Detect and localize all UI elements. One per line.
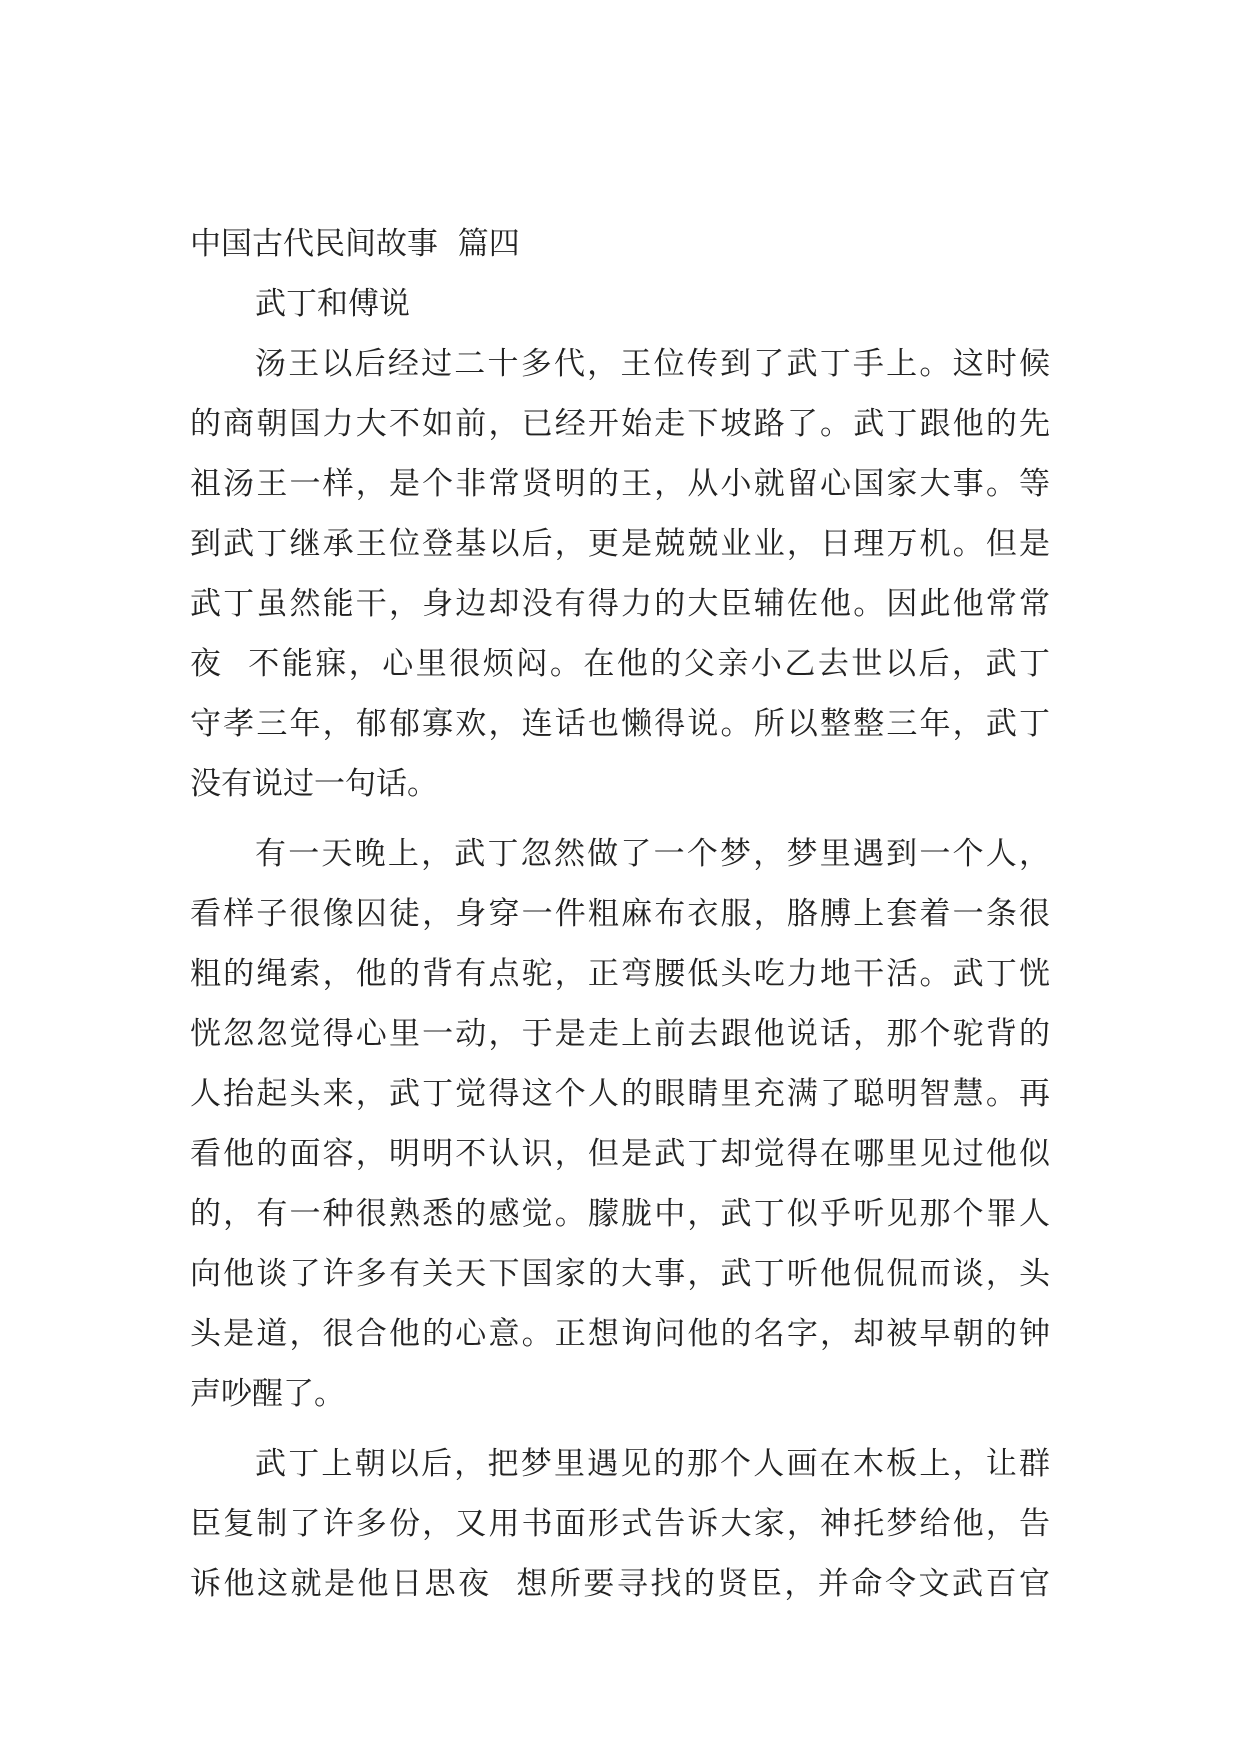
paragraph-line: 到武丁继承王位登基以后，更是兢兢业业，日理万机。但是 — [190, 526, 1050, 562]
paragraph-line: 武丁虽然能干，身边却没有得力的大臣辅佐他。因此他常常 — [190, 586, 1050, 622]
paragraph-line: 的，有一种很熟悉的感觉。朦胧中，武丁似乎听见那个罪人 — [190, 1196, 1050, 1232]
paragraph-line: 恍忽忽觉得心里一动，于是走上前去跟他说话，那个驼背的 — [190, 1016, 1050, 1052]
paragraph-line: 粗的绳索，他的背有点驼，正弯腰低头吃力地干活。武丁恍 — [190, 956, 1050, 992]
paragraph-line: 武丁上朝以后，把梦里遇见的那个人画在木板上，让群 — [255, 1446, 1050, 1482]
paragraph-line: 有一天晚上，武丁忽然做了一个梦，梦里遇到一个人， — [255, 836, 1050, 872]
document-title: 中国古代民间故事 篇四 — [190, 226, 520, 262]
paragraph-line: 人抬起头来，武丁觉得这个人的眼睛里充满了聪明智慧。再 — [190, 1076, 1050, 1112]
paragraph-line: 夜 不能寐，心里很烦闷。在他的父亲小乙去世以后，武丁 — [190, 646, 1050, 682]
paragraph-line: 头是道，很合他的心意。正想询问他的名字，却被早朝的钟 — [190, 1316, 1050, 1352]
paragraph-line: 的商朝国力大不如前，已经开始走下坡路了。武丁跟他的先 — [190, 406, 1050, 442]
paragraph-line: 汤王以后经过二十多代，王位传到了武丁手上。这时候 — [255, 346, 1050, 382]
paragraph-line: 祖汤王一样，是个非常贤明的王，从小就留心国家大事。等 — [190, 466, 1050, 502]
paragraph-line: 臣复制了许多份，又用书面形式告诉大家，神托梦给他，告 — [190, 1506, 1050, 1542]
story-title: 武丁和傅说 — [255, 286, 410, 322]
paragraph-line: 守孝三年，郁郁寡欢，连话也懒得说。所以整整三年，武丁 — [190, 706, 1050, 742]
paragraph-line: 诉他这就是他日思夜 想所要寻找的贤臣，并命令文武百官 — [190, 1566, 1050, 1602]
paragraph-line: 没有说过一句话。 — [190, 766, 438, 802]
paragraph-line: 看样子很像囚徒，身穿一件粗麻布衣服，胳膊上套着一条很 — [190, 896, 1050, 932]
paragraph-line: 向他谈了许多有关天下国家的大事，武丁听他侃侃而谈，头 — [190, 1256, 1050, 1292]
paragraph-line: 看他的面容，明明不认识，但是武丁却觉得在哪里见过他似 — [190, 1136, 1050, 1172]
paragraph-line: 声吵醒了。 — [190, 1376, 345, 1412]
